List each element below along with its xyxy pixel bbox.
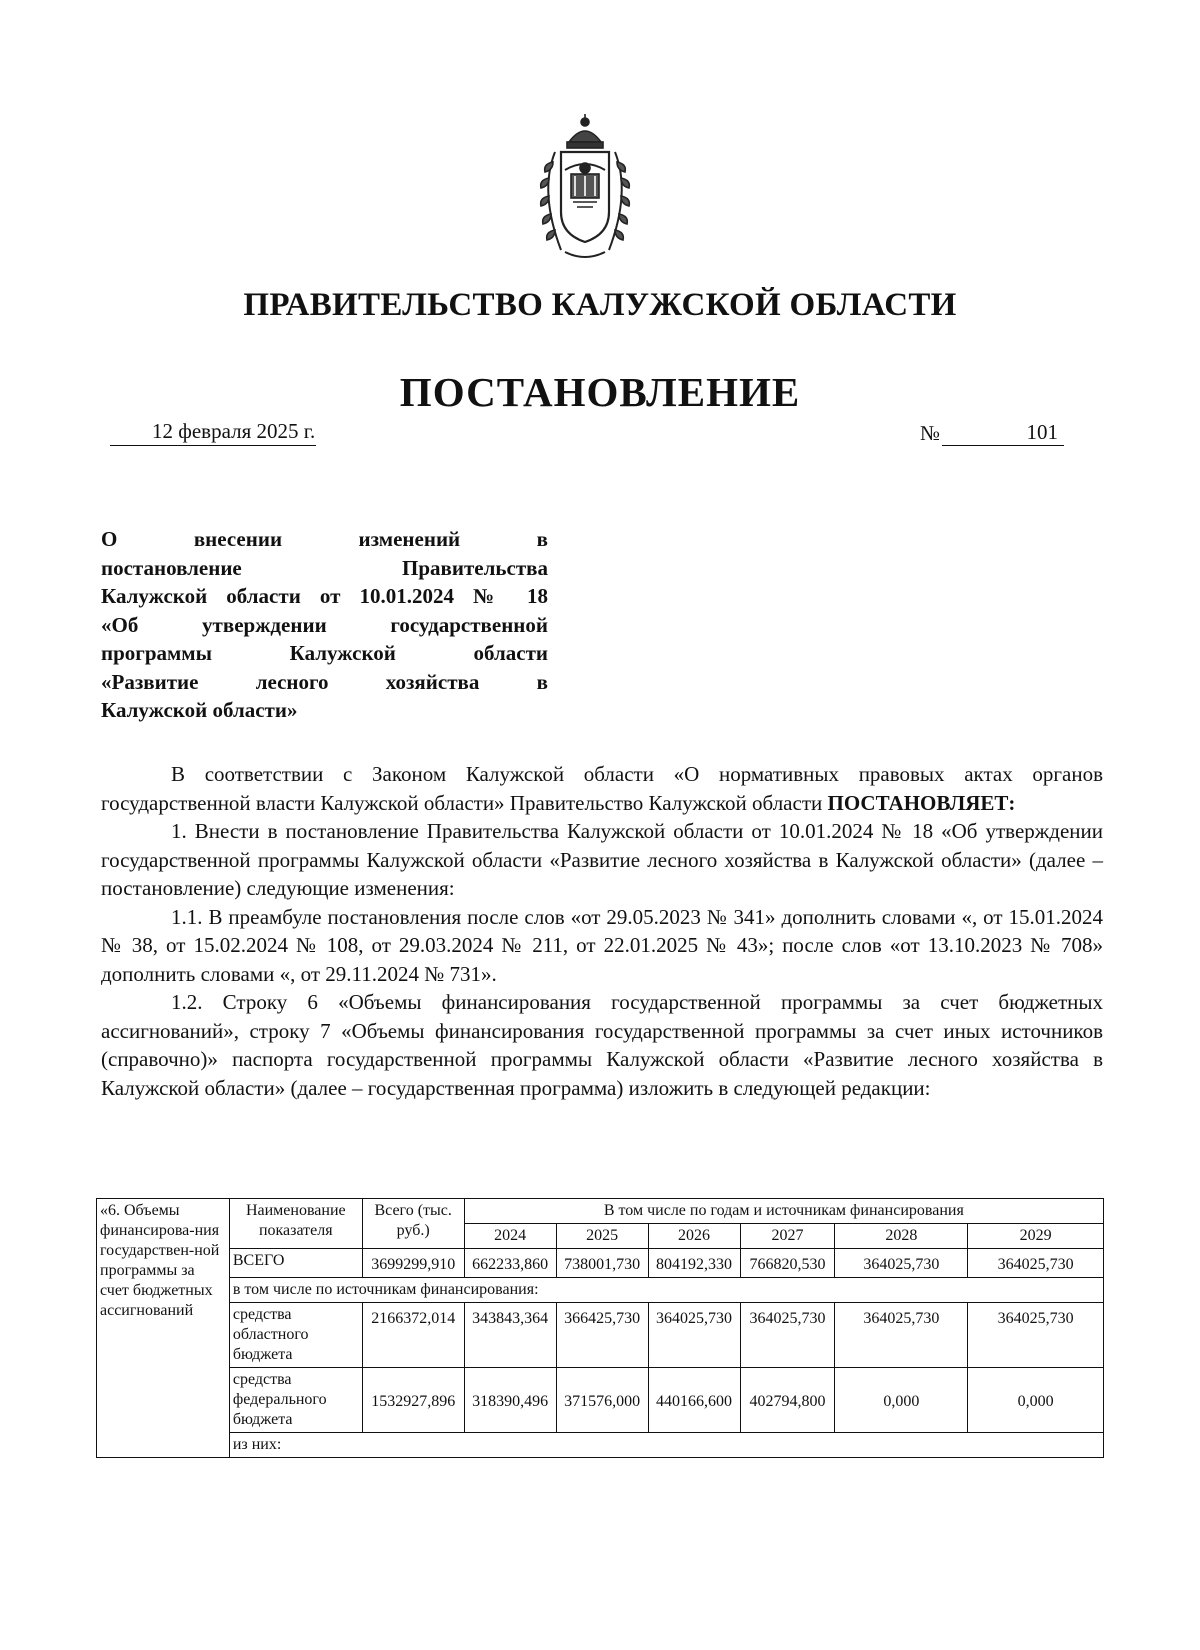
cell-value: 318390,496 bbox=[464, 1368, 556, 1433]
cell-value: 2166372,014 bbox=[362, 1303, 464, 1368]
cell-value: 364025,730 bbox=[968, 1249, 1104, 1278]
of-them-caption: из них: bbox=[229, 1433, 1103, 1458]
subject-line: О внесении изменений в bbox=[101, 527, 548, 551]
number-value: 101 bbox=[942, 420, 1064, 446]
cell-value: 343843,364 bbox=[464, 1303, 556, 1368]
cell-value: 364025,730 bbox=[835, 1249, 968, 1278]
coat-of-arms-emblem bbox=[525, 112, 645, 267]
body-paragraph-preamble bbox=[101, 760, 1103, 817]
table-header-years: В том числе по годам и источникам финансирования bbox=[464, 1199, 1103, 1224]
cell-value: 662233,860 bbox=[464, 1249, 556, 1278]
cell-value: 804192,330 bbox=[648, 1249, 740, 1278]
sources-caption: в том числе по источникам финансирования: bbox=[229, 1278, 1103, 1303]
cell-value: 366425,730 bbox=[556, 1303, 648, 1368]
cell-value: 766820,530 bbox=[740, 1249, 835, 1278]
row-label-regional: средства областного бюджета bbox=[229, 1303, 362, 1368]
table-header-year: 2026 bbox=[648, 1224, 740, 1249]
cell-value: 440166,600 bbox=[648, 1368, 740, 1433]
cell-value: 364025,730 bbox=[740, 1303, 835, 1368]
preamble-text: В соответствии с Законом Калужской области «О нормативных правовых актах органов государственной власти Калужской области» Правительство Калужской области bbox=[101, 762, 1103, 815]
subject-line: постановление Правительства bbox=[101, 555, 548, 580]
table-header-year: 2024 bbox=[464, 1224, 556, 1249]
document-subject bbox=[101, 525, 548, 725]
subject-line: Калужской области от 10.01.2024 № 18 bbox=[101, 584, 548, 608]
cell-value: 0,000 bbox=[968, 1368, 1104, 1433]
body-paragraph-item-1-1: 1.1. В преамбуле постановления после слов «от 29.05.2023 № 341» дополнить словами «, от 15.01.2024 № 38, от 15.02.2024 № 108, от 29.03.2024 № 211, от 22.01.2025 № 43»; после слов «от 13.10.2023 № 708» дополнить словами «, от 29.11.2024 № 731». bbox=[101, 904, 1103, 986]
document-date: 12 февраля 2025 г. bbox=[110, 418, 316, 446]
table-header-year: 2027 bbox=[740, 1224, 835, 1249]
table-row-title: «6. Объемы финансирова-ния государствен-ной программы за счет бюджетных ассигнований bbox=[97, 1199, 230, 1458]
subject-line: Калужской области» bbox=[101, 698, 298, 722]
subject-line: «Об утверждении государственной bbox=[101, 612, 548, 637]
row-label-federal: средства федерального бюджета bbox=[229, 1368, 362, 1433]
cell-value: 1532927,896 bbox=[362, 1368, 464, 1433]
document-type-title: ПОСТАНОВЛЕНИЕ bbox=[399, 369, 801, 415]
cell-value: 371576,000 bbox=[556, 1368, 648, 1433]
table-row bbox=[97, 1303, 1104, 1368]
table-header-name: Наименование показателя bbox=[229, 1199, 362, 1249]
table-header-year: 2029 bbox=[968, 1224, 1104, 1249]
body-paragraph-item-1: 1. Внести в постановление Правительства Калужской области от 10.01.2024 № 18 «Об утверждении государственной программы Калужской области «Развитие лесного хозяйства в Калужской области» (далее – постановление) следующие изменения: bbox=[101, 819, 1103, 900]
document-body bbox=[101, 760, 1103, 1102]
number-sign: № bbox=[920, 421, 941, 445]
cell-value: 402794,800 bbox=[740, 1368, 835, 1433]
government-title: ПРАВИТЕЛЬСТВО КАЛУЖСКОЙ ОБЛАСТИ bbox=[243, 287, 957, 323]
cell-value: 364025,730 bbox=[835, 1303, 968, 1368]
table-header-total: Всего (тыс. руб.) bbox=[362, 1199, 464, 1249]
cell-value: 364025,730 bbox=[648, 1303, 740, 1368]
cell-value: 3699299,910 bbox=[362, 1249, 464, 1278]
cell-value: 738001,730 bbox=[556, 1249, 648, 1278]
table-row bbox=[97, 1249, 1104, 1278]
body-paragraph-item-1-2: 1.2. Строку 6 «Объемы финансирования государственной программы за счет бюджетных ассигнований», строку 7 «Объемы финансирования государственной программы за счет иных источников (справочно)» паспорта государственной программы Калужской области «Развитие лесного хозяйства в Калужской области» (далее – государственная программа) изложить в следующей редакции: bbox=[101, 990, 1103, 1100]
subject-line: «Развитие лесного хозяйства в bbox=[101, 669, 548, 694]
cell-value: 0,000 bbox=[835, 1368, 968, 1433]
document-number bbox=[920, 420, 1064, 446]
table-header-year: 2028 bbox=[835, 1224, 968, 1249]
table-row bbox=[97, 1368, 1104, 1433]
resolves-keyword: ПОСТАНОВЛЯЕТ: bbox=[827, 790, 1016, 815]
cell-value: 364025,730 bbox=[968, 1303, 1104, 1368]
financing-table bbox=[96, 1198, 1104, 1458]
row-label-total: ВСЕГО bbox=[229, 1249, 362, 1278]
subject-line: программы Калужской области bbox=[101, 641, 548, 665]
table-header-year: 2025 bbox=[556, 1224, 648, 1249]
